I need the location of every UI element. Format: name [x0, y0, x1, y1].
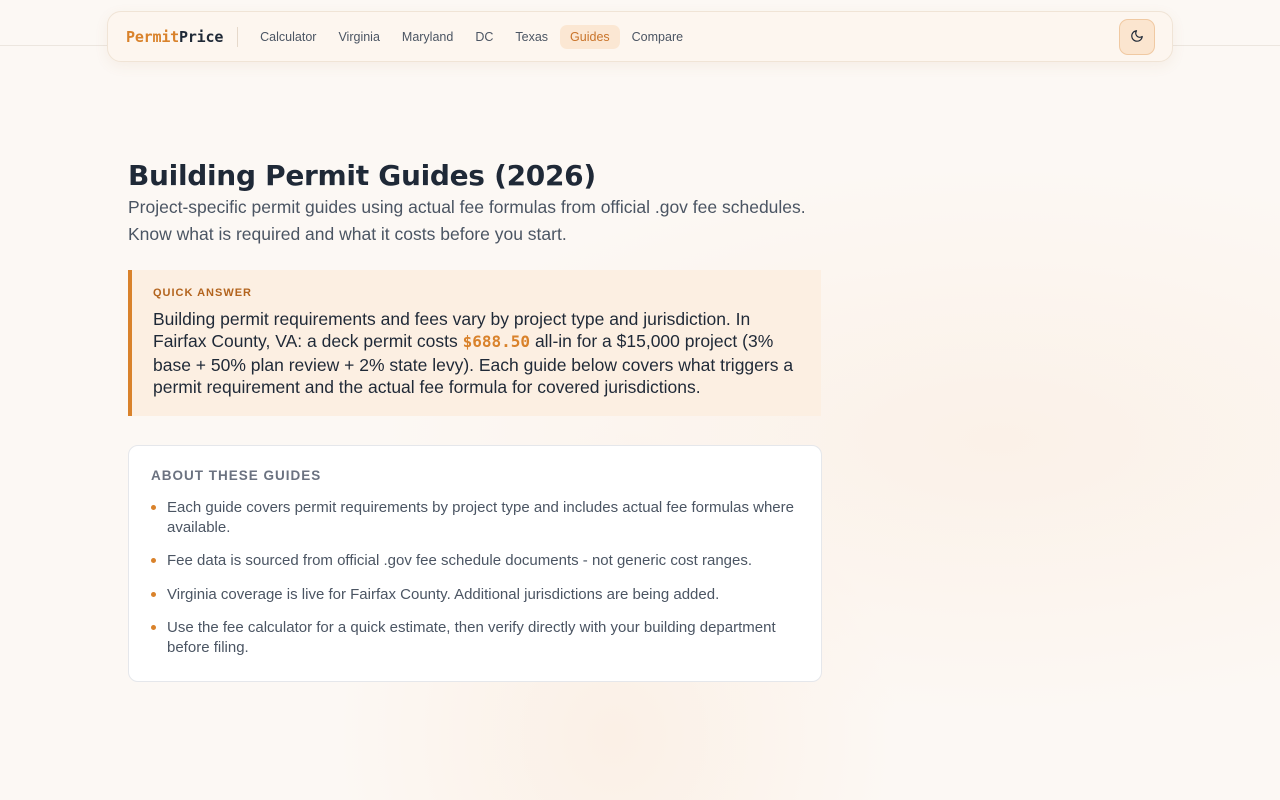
- bullet-icon: [151, 625, 156, 630]
- list-item: [151, 585, 799, 605]
- list-item-text: Use the fee calculator for a quick estimate, then verify directly with your building department before filing.: [167, 619, 776, 656]
- bullet-icon: [151, 505, 156, 510]
- top-navbar: [107, 11, 1173, 62]
- quick-answer-text-before: Building permit requirements and fees vary by project type and jurisdiction. In Fairfax County, VA: a deck permit costs: [153, 309, 751, 352]
- about-guides-card: [128, 445, 822, 682]
- list-item: [151, 551, 799, 571]
- logo-part-permit: Permit: [126, 27, 179, 46]
- list-item-text: Each guide covers permit requirements by project type and includes actual fee formulas where available.: [167, 499, 794, 536]
- quick-answer-text: [153, 308, 799, 398]
- about-guides-list: [151, 498, 799, 657]
- about-guides-title: ABOUT THESE GUIDES: [151, 468, 322, 484]
- nav-link-virginia[interactable]: Virginia: [338, 29, 380, 44]
- quick-answer-box: [128, 270, 821, 416]
- bullet-icon: [151, 592, 156, 597]
- nav-link-dc[interactable]: DC: [475, 29, 494, 44]
- moon-icon: [1130, 28, 1144, 47]
- bullet-icon: [151, 558, 156, 563]
- theme-toggle-button[interactable]: [1119, 19, 1155, 55]
- quick-answer-label: QUICK ANSWER: [153, 287, 252, 299]
- list-item: [151, 618, 799, 657]
- nav-link-guides[interactable]: Guides: [560, 25, 620, 49]
- page-subtitle: Project-specific permit guides using actual fee formulas from official .gov fee schedules. Know what is required and what it costs before you start.: [128, 197, 806, 244]
- nav-link-texas[interactable]: Texas: [515, 29, 549, 44]
- main-content: [128, 158, 822, 682]
- nav-link-maryland[interactable]: Maryland: [401, 29, 454, 44]
- nav-link-calculator[interactable]: Calculator: [260, 29, 317, 44]
- nav-link-compare[interactable]: Compare: [631, 29, 684, 44]
- deck-permit-price: $688.50: [462, 332, 531, 352]
- quick-answer-text-after: all-in for a $15,000 project (3% base + 50% plan review + 2% state levy). Each guide below covers what triggers a permit requirement and the actual fee formula for covered jurisdictions.: [153, 331, 794, 397]
- nav-links: [250, 25, 693, 49]
- page-title: Building Permit Guides (2026): [128, 159, 596, 192]
- list-item-text: Virginia coverage is live for Fairfax County. Additional jurisdictions are being added.: [167, 585, 720, 603]
- list-item-text: Fee data is sourced from official .gov fee schedule documents - not generic cost ranges.: [167, 552, 753, 570]
- logo[interactable]: [126, 27, 238, 47]
- logo-part-price: Price: [179, 27, 224, 46]
- list-item: [151, 498, 799, 537]
